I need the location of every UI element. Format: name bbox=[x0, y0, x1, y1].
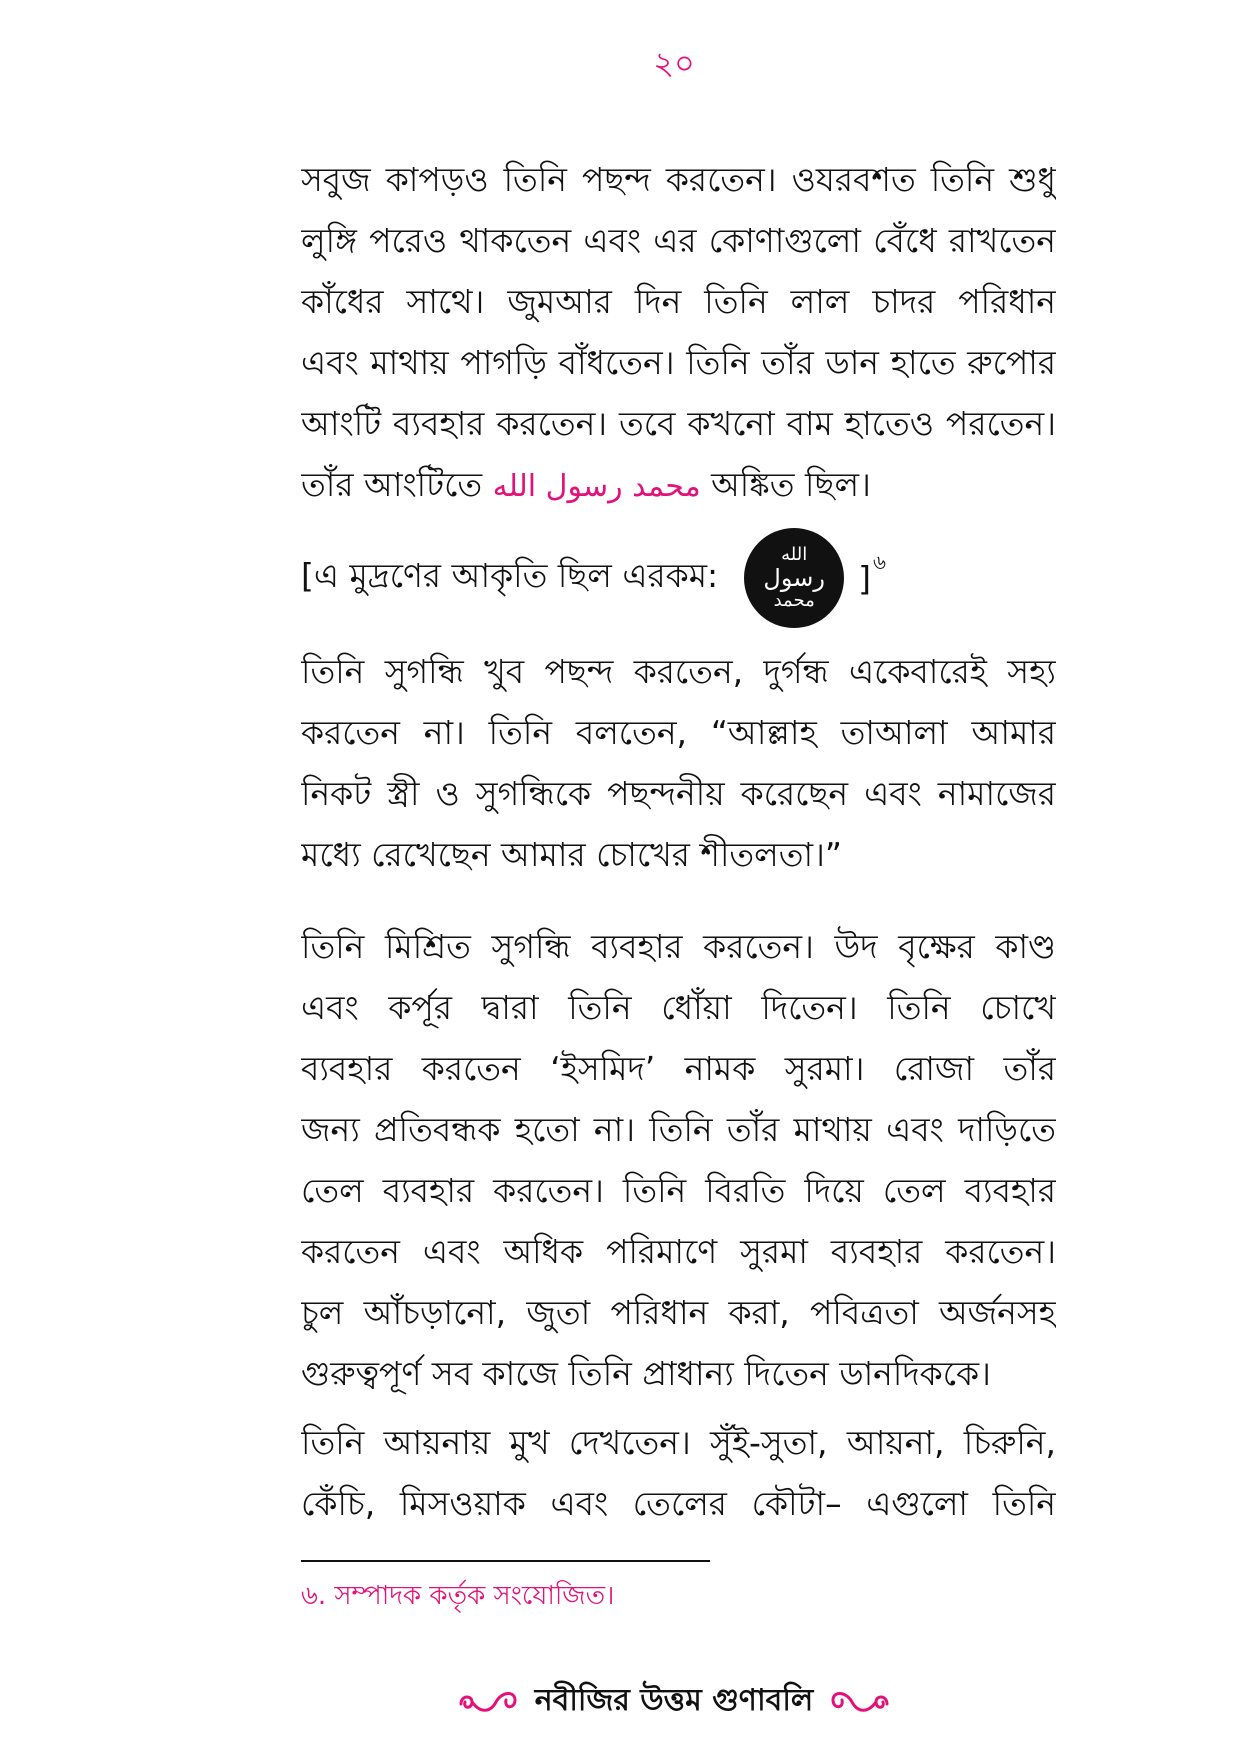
paragraph-4 bbox=[301, 1412, 1056, 1534]
paragraph-2 bbox=[301, 641, 1056, 885]
paragraph-2-line: মধ্যে রেখেছেন আমার চোখের শীতলতা।” bbox=[301, 835, 842, 874]
footer-ornament-right-icon bbox=[829, 1684, 891, 1718]
close-bracket: ] bbox=[858, 558, 872, 598]
paragraph-3-line: চুল আঁচড়ানো, জুতা পরিধান করা, পবিত্রতা অর্জনসহ bbox=[301, 1293, 1056, 1332]
arabic-inscription-text: محمد رسول الله bbox=[492, 469, 701, 504]
seal-caption: [এ মুদ্রণের আকৃতি ছিল এরকম: bbox=[301, 556, 719, 595]
seal-text-middle: رسول bbox=[763, 564, 825, 592]
footnote-reference: ৬ bbox=[873, 549, 887, 574]
paragraph-3-line: জন্য প্রতিবন্ধক হতো না। তিনি তাঁর মাথায় এবং দাড়িতে bbox=[301, 1110, 1056, 1149]
footnote: ৬. সম্পাদক কর্তৃক সংযোজিত। bbox=[301, 1581, 615, 1611]
paragraph-1-last-line bbox=[301, 454, 1056, 515]
ring-text-before: তাঁর আংটিতে bbox=[301, 465, 483, 504]
seal-text-top: الله bbox=[781, 544, 808, 565]
paragraph-2-line: নিকট স্ত্রী ও সুগন্ধিকে পছন্দনীয় করেছেন এবং নামাজের bbox=[301, 774, 1056, 813]
paragraph-3-line: এবং কর্পূর দ্বারা তিনি ধোঁয়া দিতেন। তিনি চোখে bbox=[301, 988, 1056, 1027]
book-title: নবীজির উত্তম গুণাবলি bbox=[534, 1682, 814, 1718]
paragraph-1-line: আংটি ব্যবহার করতেন। তবে কখনো বাম হাতেও পরতেন। bbox=[301, 404, 1056, 443]
paragraph-1-line: কাঁধের সাথে। জুমআর দিন তিনি লাল চাদর পরিধান bbox=[301, 282, 1056, 321]
paragraph-1-line: লুঙ্গি পরেও থাকতেন এবং এর কোণাগুলো বেঁধে রাখতেন bbox=[301, 221, 1056, 260]
footnote-divider bbox=[301, 1560, 710, 1562]
page-footer bbox=[454, 1676, 894, 1726]
seal-text-bottom: محمد bbox=[773, 590, 815, 611]
paragraph-3-line: তেল ব্যবহার করতেন। তিনি বিরতি দিয়ে তেল ব্যবহার bbox=[301, 1171, 1056, 1210]
paragraph-1-line: সবুজ কাপড়ও তিনি পছন্দ করতেন। ওযরবশত তিনি শুধু bbox=[301, 160, 1056, 199]
ring-text-after: অঙ্কিত ছিল। bbox=[711, 465, 871, 504]
ring-seal bbox=[744, 528, 844, 628]
paragraph-3 bbox=[301, 916, 1056, 1404]
paragraph-3-line: গুরুত্বপূর্ণ সব কাজে তিনি প্রাধান্য দিতেন ডানদিককে। bbox=[301, 1354, 991, 1393]
page-number: ২০ bbox=[653, 44, 695, 82]
paragraph-3-line: তিনি মিশ্রিত সুগন্ধি ব্যবহার করতেন। উদ বৃক্ষের কাণ্ড bbox=[301, 927, 1056, 966]
paragraph-4-line: কেঁচি, মিসওয়াক এবং তেলের কৌটা– এগুলো তিনি bbox=[301, 1484, 1056, 1523]
footer-ornament-left-icon bbox=[457, 1684, 519, 1718]
paragraph-4-line: তিনি আয়নায় মুখ দেখতেন। সুঁই-সুতা, আয়না, চিরুনি, bbox=[301, 1423, 1056, 1462]
paragraph-3-line: ব্যবহার করতেন ‘ইসমিদ’ নামক সুরমা। রোজা তাঁর bbox=[301, 1049, 1056, 1088]
paragraph-2-line: তিনি সুগন্ধি খুব পছন্দ করতেন, দুর্গন্ধ একেবারেই সহ্য bbox=[301, 652, 1056, 691]
paragraph-2-line: করতেন না। তিনি বলতেন, “আল্লাহ তাআলা আমার bbox=[301, 713, 1056, 752]
paragraph-1 bbox=[301, 149, 1056, 515]
paragraph-3-line: করতেন এবং অধিক পরিমাণে সুরমা ব্যবহার করতেন। bbox=[301, 1232, 1056, 1271]
paragraph-1-line: এবং মাথায় পাগড়ি বাঁধতেন। তিনি তাঁর ডান হাতে রুপোর bbox=[301, 343, 1056, 382]
seal-line bbox=[301, 528, 1056, 628]
